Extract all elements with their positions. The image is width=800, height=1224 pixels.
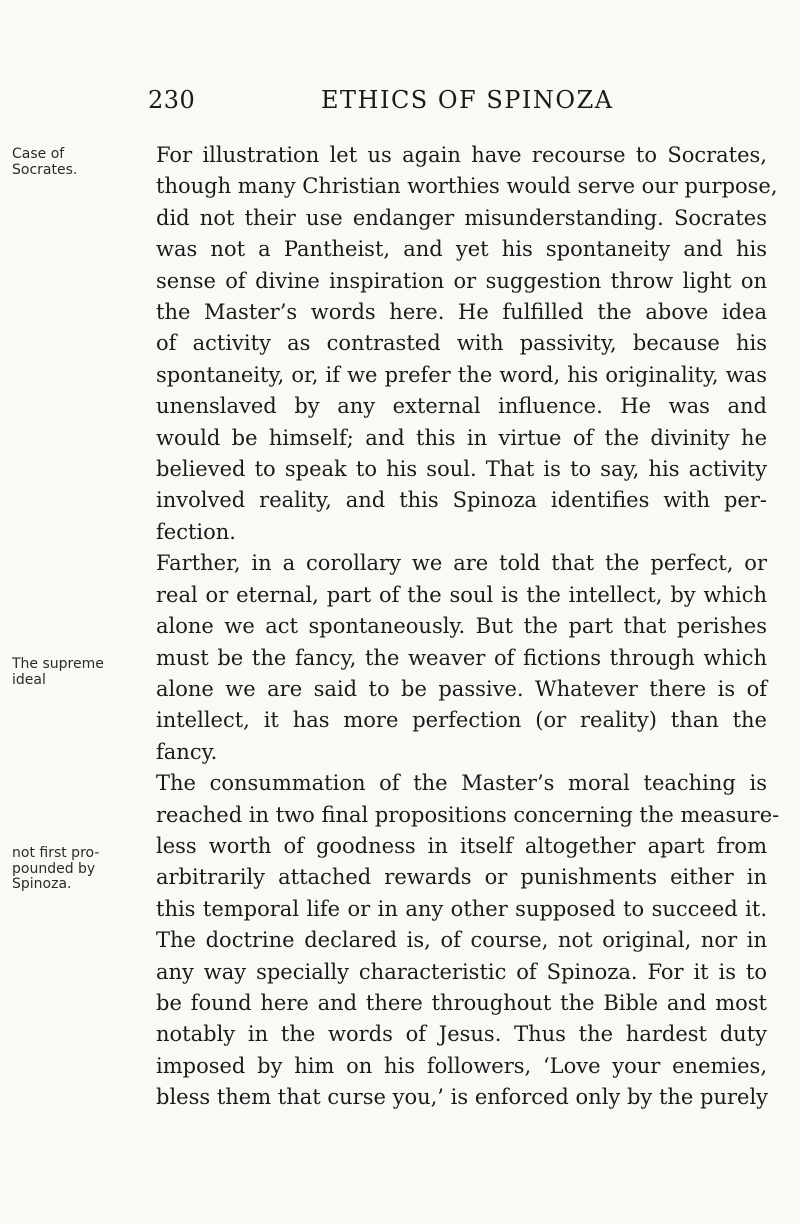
text-line: The consummation of the Master’s moral teaching is: [156, 771, 767, 796]
text-line: any way specially characteristic of Spinoza. For it is to: [156, 959, 767, 984]
text-line: alone we are said to be passive. Whatever there is of: [156, 676, 767, 701]
text-line: unenslaved by any external influence. He was and: [156, 394, 767, 419]
text-line: believed to speak to his soul. That is to say, his activity: [156, 457, 767, 482]
text-line: fection.: [156, 519, 236, 544]
paragraph: [130, 548, 767, 768]
text-line: The doctrine declared is, of course, not original, nor in: [156, 928, 767, 953]
paragraph: [130, 768, 780, 1113]
paragraph: [130, 140, 778, 548]
running-title: ETHICS OF SPINOZA: [321, 86, 614, 114]
text-line: arbitrarily attached rewards or punishments either in: [156, 865, 767, 890]
text-line: alone we act spontaneously. But the part that perishes: [156, 614, 767, 639]
text-line: though many Christian worthies would serve our purpose,: [156, 174, 778, 199]
text-line: spontaneity, or, if we prefer the word, his originality, was: [156, 362, 767, 387]
text-line: less worth of goodness in itself altogether apart from: [156, 833, 767, 858]
page-number: 230: [148, 86, 196, 114]
text-line: must be the fancy, the weaver of fictions through which: [156, 645, 767, 670]
margin-note-case-of-socrates: Case of Socrates.: [12, 146, 78, 178]
text-line: intellect, it has more perfection (or reality) than the: [156, 708, 767, 733]
text-line: For illustration let us again have recourse to Socrates,: [156, 143, 767, 167]
text-line: fancy.: [156, 739, 218, 764]
text-line: real or eternal, part of the soul is the intellect, by which: [156, 582, 767, 607]
margin-note-supreme-ideal: The supreme ideal: [12, 656, 104, 688]
text-line: involved reality, and this Spinoza identifies with per-: [156, 488, 767, 513]
text-line: be found here and there throughout the Bible and most: [156, 990, 767, 1015]
text-line: this temporal life or in any other supposed to succeed it.: [156, 896, 767, 921]
text-line: of activity as contrasted with passivity, because his: [156, 331, 767, 356]
text-line: sense of divine inspiration or suggestion throw light on: [156, 268, 767, 293]
margin-note-not-first-propounded: not first pro-pounded by Spinoza.: [12, 845, 100, 892]
text-line: imposed by him on his followers, ‘Love your enemies,: [156, 1053, 767, 1078]
text-line: Farther, in a corollary we are told that the perfect, or: [156, 551, 767, 576]
text-line: the Master’s words here. He fulfilled the above idea: [156, 300, 767, 325]
text-line: reached in two final propositions concerning the measure-: [156, 802, 780, 827]
text-line: notably in the words of Jesus. Thus the hardest duty: [156, 1022, 767, 1047]
page-header: [0, 86, 800, 126]
text-line: did not their use endanger misunderstanding. Socrates: [156, 205, 767, 230]
text-line: would be himself; and this in virtue of the divinity he: [156, 425, 767, 450]
text-line: was not a Pantheist, and yet his spontaneity and his: [156, 237, 767, 262]
text-line: bless them that curse you,’ is enforced only by the purely: [156, 1085, 769, 1110]
body-text: [130, 140, 780, 1114]
